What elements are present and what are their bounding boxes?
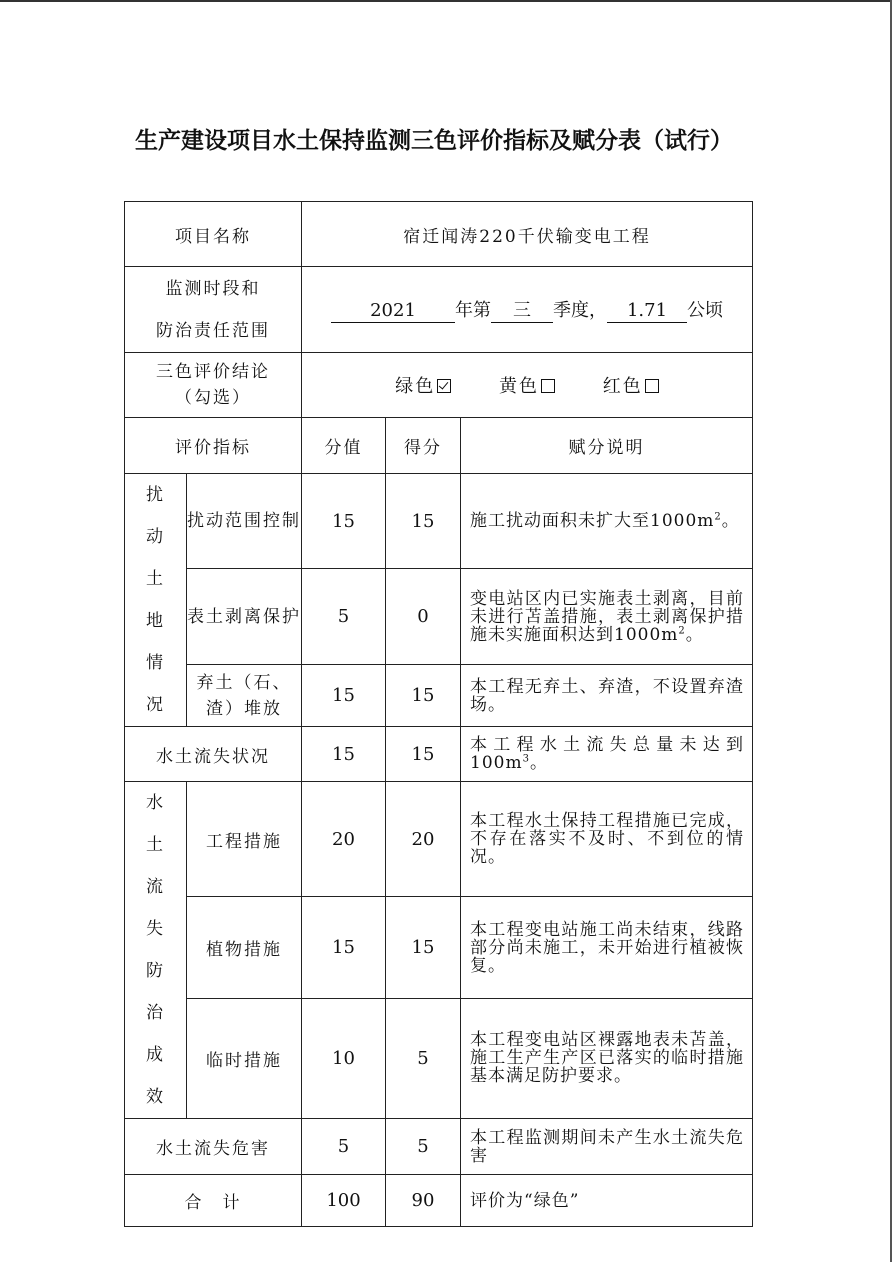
table-row bbox=[125, 474, 753, 569]
group-disturbed-land-char: 况 bbox=[146, 695, 165, 715]
row-score: 0 bbox=[386, 569, 461, 665]
row-description-text: 施工扰动面积未扩大至1000 bbox=[470, 511, 698, 531]
monitoring-period-label-line2: 防治责任范围 bbox=[156, 320, 270, 341]
row-value: 15 bbox=[302, 665, 386, 727]
table-row bbox=[125, 782, 753, 897]
row-indicator: 植物措施 bbox=[187, 897, 302, 998]
option-green[interactable] bbox=[395, 372, 451, 398]
row-description-tail: 。 bbox=[529, 753, 548, 773]
option-red[interactable] bbox=[603, 372, 659, 398]
table-row bbox=[125, 1119, 753, 1175]
conclusion-options bbox=[302, 353, 753, 418]
group-soil-loss-prevention-char: 水 bbox=[146, 793, 165, 813]
header-score-value: 分值 bbox=[302, 418, 386, 474]
monitoring-period-value bbox=[302, 267, 753, 353]
header-row bbox=[125, 418, 753, 474]
row-score: 5 bbox=[386, 1119, 461, 1175]
row-description-text: 本工程水土流失总量未达到100m bbox=[470, 735, 745, 773]
row-value: 15 bbox=[302, 474, 386, 569]
option-yellow-checkbox[interactable] bbox=[541, 379, 555, 393]
row-value: 15 bbox=[302, 897, 386, 998]
conclusion-label-line2: （勾选） bbox=[175, 388, 251, 408]
conclusion-label-line1: 三色评价结论 bbox=[156, 362, 270, 382]
group-disturbed-land-char: 扰 bbox=[146, 485, 165, 505]
group-disturbed-land bbox=[125, 474, 187, 727]
row-score: 20 bbox=[386, 782, 461, 897]
period-area: 1.71 bbox=[607, 300, 687, 323]
row-description-sup: 2 bbox=[714, 511, 722, 523]
row-indicator: 表土剥离保护 bbox=[187, 569, 302, 665]
period-year: 2021 bbox=[331, 300, 455, 323]
row-description: 本工程水土保持工程措施已完成，不存在落实不及时、不到位的情况。 bbox=[461, 782, 753, 897]
color-options-group bbox=[375, 376, 678, 397]
row-value: 20 bbox=[302, 782, 386, 897]
period-area-unit: 公顷 bbox=[687, 300, 723, 321]
group-soil-loss-prevention-char: 成 bbox=[146, 1045, 165, 1065]
total-description: 评价为“绿色” bbox=[461, 1175, 753, 1227]
page-top-border bbox=[0, 0, 892, 2]
row-indicator: 弃土（石、渣）堆放 bbox=[187, 665, 302, 727]
table-row bbox=[125, 665, 753, 727]
row-score: 15 bbox=[386, 474, 461, 569]
row-score: 15 bbox=[386, 727, 461, 782]
row-description-tail: 。 bbox=[685, 624, 704, 645]
header-score-obtained: 得分 bbox=[386, 418, 461, 474]
period-line bbox=[331, 300, 723, 321]
table-row bbox=[125, 897, 753, 998]
total-label: 合 计 bbox=[125, 1175, 302, 1227]
period-season-suffix: 季度， bbox=[553, 300, 607, 321]
row-description bbox=[461, 727, 753, 782]
option-red-label: 红色 bbox=[602, 376, 643, 397]
row-description bbox=[461, 569, 753, 665]
project-name-row bbox=[125, 202, 753, 267]
option-yellow[interactable] bbox=[499, 372, 555, 398]
row-description: 本工程无弃土、弃渣，不设置弃渣场。 bbox=[461, 665, 753, 727]
row-description-text: 变电站区内已实施表土剥离，目前未进行苫盖措施，表土剥离保护措施未实施面积达到1000m bbox=[470, 588, 745, 645]
row-indicator: 水土流失状况 bbox=[125, 727, 302, 782]
row-value: 5 bbox=[302, 1119, 386, 1175]
total-row bbox=[125, 1175, 753, 1227]
period-season: 三 bbox=[491, 300, 553, 323]
row-indicator: 扰动范围控制 bbox=[187, 474, 302, 569]
row-description-unit: m bbox=[697, 511, 715, 531]
project-name-label: 项目名称 bbox=[125, 202, 302, 267]
group-disturbed-land-char: 情 bbox=[146, 653, 165, 673]
group-disturbed-land-char: 地 bbox=[146, 611, 165, 631]
table-row bbox=[125, 998, 753, 1118]
group-soil-loss-prevention-char: 失 bbox=[146, 919, 165, 939]
row-indicator: 水土流失危害 bbox=[125, 1119, 302, 1175]
group-soil-loss-prevention-char: 防 bbox=[146, 961, 165, 981]
row-score: 5 bbox=[386, 998, 461, 1118]
document-title: 生产建设项目水土保持监测三色评价指标及赋分表（试行） bbox=[135, 128, 733, 154]
group-soil-loss-prevention bbox=[125, 782, 187, 1119]
monitoring-period-label bbox=[125, 267, 302, 353]
row-score: 15 bbox=[386, 897, 461, 998]
option-yellow-label: 黄色 bbox=[499, 376, 539, 397]
group-soil-loss-prevention-char: 效 bbox=[146, 1087, 165, 1107]
option-green-checkbox[interactable] bbox=[437, 379, 451, 393]
table-row bbox=[125, 569, 753, 665]
row-description: 本工程监测期间未产生水土流失危害 bbox=[461, 1119, 753, 1175]
conclusion-label bbox=[125, 353, 302, 418]
conclusion-row bbox=[125, 353, 753, 418]
total-score: 90 bbox=[386, 1175, 461, 1227]
row-value: 15 bbox=[302, 727, 386, 782]
row-description bbox=[461, 474, 753, 569]
row-score: 15 bbox=[386, 665, 461, 727]
option-green-label: 绿色 bbox=[395, 376, 436, 397]
group-soil-loss-prevention-char: 治 bbox=[146, 1003, 165, 1023]
row-description: 本工程变电站施工尚未结束，线路部分尚未施工，未开始进行植被恢复。 bbox=[461, 897, 753, 998]
row-indicator: 工程措施 bbox=[187, 782, 302, 897]
row-value: 10 bbox=[302, 998, 386, 1118]
group-disturbed-land-char: 动 bbox=[146, 527, 165, 547]
group-soil-loss-prevention-char: 土 bbox=[146, 835, 165, 855]
header-description: 赋分说明 bbox=[461, 418, 753, 474]
table-row bbox=[125, 727, 753, 782]
total-value: 100 bbox=[302, 1175, 386, 1227]
monitoring-period-row bbox=[125, 267, 753, 353]
row-description-sup: 3 bbox=[522, 753, 530, 765]
row-indicator: 临时措施 bbox=[187, 998, 302, 1118]
monitoring-period-label-line1: 监测时段和 bbox=[165, 278, 261, 299]
row-value: 5 bbox=[302, 569, 386, 665]
group-disturbed-land-char: 土 bbox=[146, 569, 165, 589]
row-description-tail: 。 bbox=[721, 511, 740, 531]
header-indicator: 评价指标 bbox=[125, 418, 302, 474]
group-soil-loss-prevention-char: 流 bbox=[146, 877, 165, 897]
project-name-value: 宿迁闻涛220千伏输变电工程 bbox=[302, 202, 753, 267]
period-year-suffix: 年第 bbox=[455, 300, 491, 321]
row-description-sup: 2 bbox=[678, 624, 686, 636]
option-red-checkbox[interactable] bbox=[645, 379, 659, 393]
evaluation-table bbox=[124, 201, 753, 1227]
row-description: 本工程变电站区裸露地表未苫盖，施工生产生产区已落实的临时措施基本满足防护要求。 bbox=[461, 998, 753, 1118]
